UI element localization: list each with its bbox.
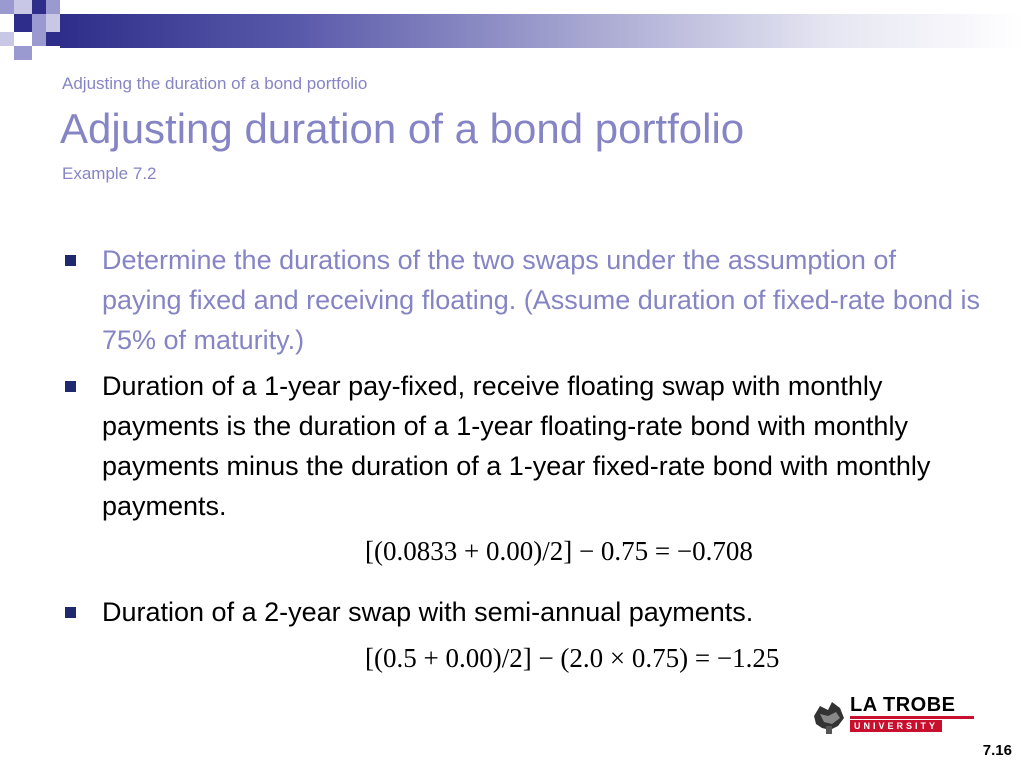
bullet-item (60, 366, 980, 526)
bullet-text: Duration of a 1-year pay-fixed, receive floating swap with monthly payments is the duration of a 1-year floating-rate bond with monthly payments minus the duration of a 1-year fixed-rate bond with monthly payments. (102, 371, 931, 521)
deco-square (32, 14, 46, 32)
equation-2: [(0.5 + 0.00)/2] − (2.0 × 0.75) = −1.25 (365, 643, 780, 673)
square-bullet-icon (65, 607, 76, 618)
deco-square (14, 46, 32, 60)
logo-divider (850, 716, 974, 719)
deco-square (32, 0, 46, 14)
slide-supertitle: Adjusting the duration of a bond portfolio (62, 74, 368, 93)
page-number: 7.16 (982, 742, 1012, 759)
deco-square (46, 14, 60, 32)
equation-1: [(0.0833 + 0.00)/2] − 0.75 = −0.708 (365, 536, 753, 566)
bullet-item (60, 240, 980, 360)
logo-emblem-icon (810, 696, 848, 736)
header-gradient-bar (60, 14, 1024, 48)
deco-square (0, 32, 14, 46)
square-bullet-icon (65, 255, 76, 266)
bullet-list (60, 592, 980, 632)
bullet-list (60, 240, 980, 526)
deco-square (46, 32, 60, 46)
deco-square (46, 0, 60, 14)
bullet-text: Determine the durations of the two swaps under the assumption of paying fixed and receiving floating. (Assume duration of fixed-rate bond is 75% of maturity.) (102, 245, 981, 355)
slide-subtitle: Example 7.2 (62, 164, 157, 183)
logo-tagline: UNIVERSITY (850, 720, 942, 732)
logo-name: LA TROBE (850, 694, 956, 716)
deco-square (14, 0, 32, 14)
square-bullet-icon (65, 381, 76, 392)
slide-title: Adjusting duration of a bond portfolio (60, 105, 745, 152)
bullet-item (60, 592, 980, 632)
university-logo (810, 694, 980, 738)
deco-square (0, 0, 14, 14)
deco-square (14, 14, 32, 32)
deco-square (32, 32, 46, 46)
header-decoration (0, 0, 1024, 60)
bullet-text: Duration of a 2-year swap with semi-annual payments. (102, 597, 754, 627)
